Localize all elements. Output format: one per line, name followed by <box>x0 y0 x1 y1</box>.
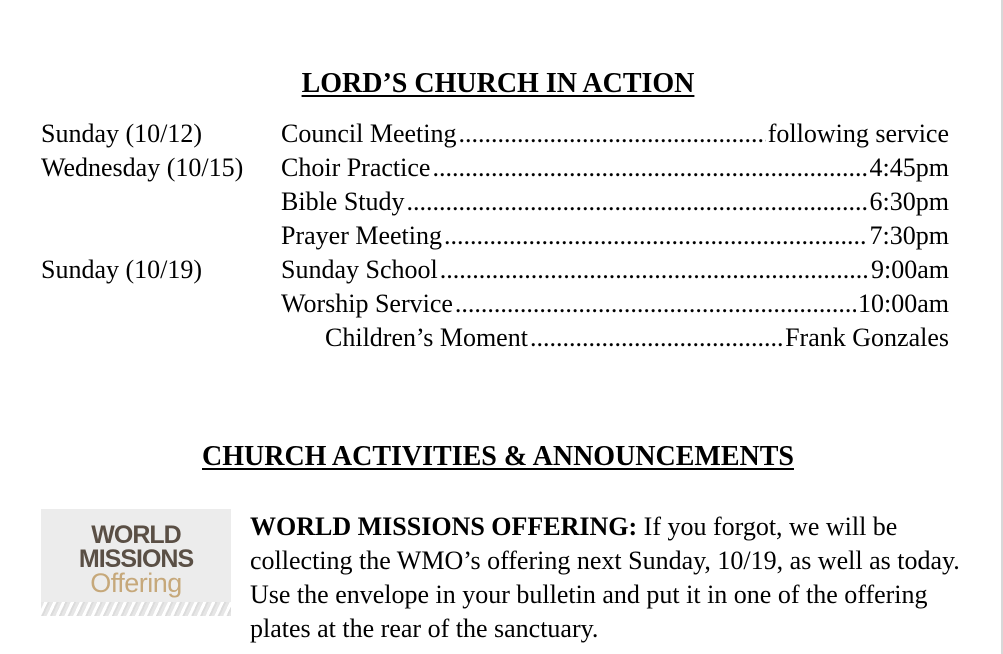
dot-leader <box>444 219 868 253</box>
dot-leader <box>458 117 765 151</box>
logo-line-offering: Offering <box>90 568 182 598</box>
schedule-list <box>0 117 1000 355</box>
event-time: 4:45pm <box>869 153 949 182</box>
schedule-event <box>281 185 949 219</box>
event-name: Sunday School <box>281 255 438 284</box>
event-name: Council Meeting <box>281 119 457 148</box>
schedule-row <box>0 151 1000 185</box>
schedule-row <box>0 321 1000 355</box>
event-name: Bible Study <box>281 187 405 216</box>
schedule-event <box>281 151 949 185</box>
dot-leader <box>530 321 783 355</box>
schedule-event <box>281 219 949 253</box>
schedule-event <box>281 287 949 321</box>
logo-line-world: WORLD <box>91 521 181 549</box>
section-heading-church-in-action: LORD’S CHURCH IN ACTION <box>301 68 695 99</box>
logo-pattern-band <box>41 602 231 616</box>
schedule-day: Sunday (10/19) <box>41 255 203 284</box>
event-time: following service <box>767 119 949 148</box>
announcement-body: If you forgot, we will be collecting the WMO’s offering next Sunday, 10/19, as well as today. Use the envelope in your bulletin and put it in one of the offering plates at the rear of the sanctuary. <box>250 512 960 643</box>
event-name: Choir Practice <box>281 153 431 182</box>
event-time: 6:30pm <box>869 187 949 216</box>
schedule-event <box>281 253 949 287</box>
schedule-day: Sunday (10/12) <box>41 119 203 148</box>
event-name: Prayer Meeting <box>281 221 443 250</box>
schedule-event <box>325 321 949 355</box>
event-time: 7:30pm <box>869 221 949 250</box>
logo-line-missions: MISSIONS <box>78 545 194 573</box>
dot-leader <box>407 185 868 219</box>
dot-leader <box>440 253 869 287</box>
event-name: Children’s Moment <box>325 323 528 352</box>
section-heading-activities: CHURCH ACTIVITIES & ANNOUNCEMENTS <box>202 441 794 472</box>
announcement-lead: WORLD MISSIONS OFFERING: <box>250 512 638 541</box>
schedule-row <box>0 287 1000 321</box>
schedule-row <box>0 185 1000 219</box>
event-time: 9:00am <box>871 255 949 284</box>
schedule-event <box>281 117 949 151</box>
schedule-row <box>0 219 1000 253</box>
dot-leader <box>455 287 856 321</box>
announcement-paragraph <box>250 510 970 646</box>
schedule-row <box>0 253 1000 287</box>
event-time: Frank Gonzales <box>785 323 949 352</box>
schedule-day: Wednesday (10/15) <box>41 153 244 182</box>
world-missions-logo <box>41 509 231 616</box>
event-time: 10:00am <box>858 289 949 318</box>
dot-leader <box>432 151 867 185</box>
schedule-row <box>0 117 1000 151</box>
event-name: Worship Service <box>281 289 453 318</box>
